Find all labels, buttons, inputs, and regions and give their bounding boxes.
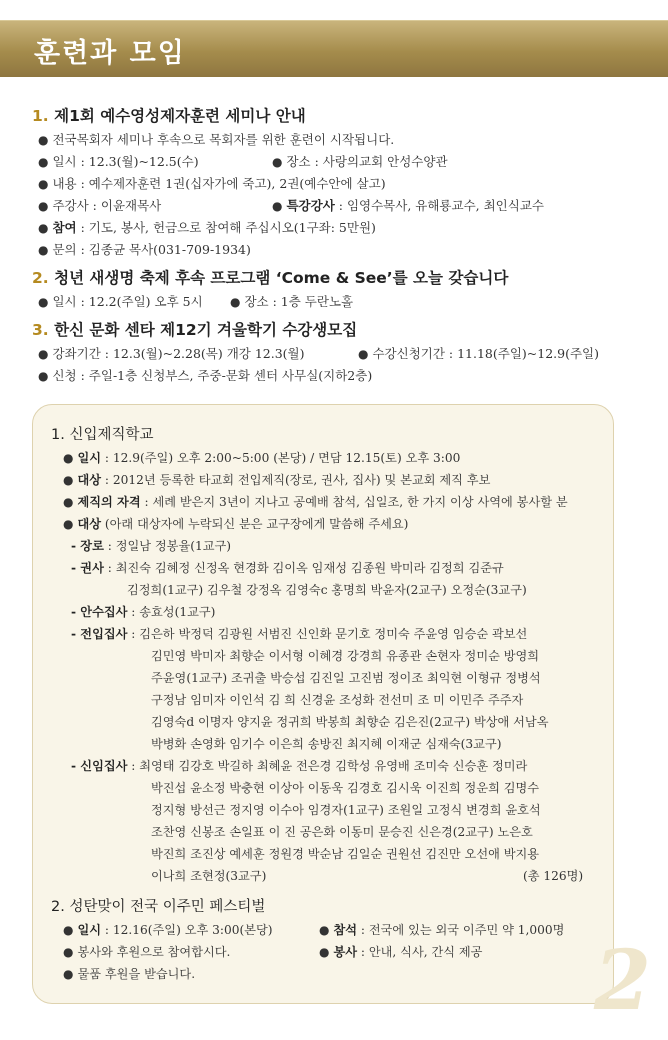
item1-jeonip-line2: 김민영 박미자 최향순 이서형 이혜경 강경희 유종관 손현자 정미순 방영희 [151, 649, 540, 663]
item1-note: ● 대상 (아래 대상자에 누락되신 분은 교구장에게 말씀해 주세요) [63, 517, 409, 531]
box-item2-title: 2. 성탄맞이 전국 이주민 페스티벌 [51, 899, 266, 915]
item1-total: (총 126명) [523, 869, 584, 883]
section3-line-period: ● 강좌기간 : 12.3(월)~2.28(목) 개강 12.3(월) [38, 346, 305, 361]
section3-title-text: 한신 문화 센타 제12기 겨울학기 수강생모집 [54, 321, 358, 339]
item1-sinim-line6: 이나희 조현정(3교구) [151, 869, 267, 883]
section2-line-date: ● 일시 : 12.2(주일) 오후 5시 [38, 294, 203, 309]
section1-line-content: ● 내용 : 예수제자훈련 1권(십자가에 죽고), 2권(예수안에 살고) [38, 176, 386, 191]
item1-jeonip: - 전입집사 : 김은하 박정덕 김광원 서범진 신인화 문기호 정미숙 주윤영 임승순 곽보선 [71, 627, 528, 641]
box-item1-title: 1. 신입제직학교 [51, 427, 154, 443]
item2-donation: ● 물품 후원을 받습니다. [63, 967, 196, 981]
info-box [32, 404, 614, 1004]
page-number: 2 [594, 933, 652, 1029]
item1-jeonip-line5: 김영숙d 이명자 양지윤 정귀희 박봉희 최향순 김은진(2교구) 박상애 서남옥 [151, 715, 549, 729]
page-title: 훈련과 모임 [34, 38, 186, 69]
item1-elder: - 장로 : 정일남 정봉율(1교구) [71, 539, 232, 553]
item1-sinim: - 신임집사 : 최영태 김강호 박길하 최혜윤 전은경 김학성 유영배 조미숙 신승훈 정미라 [71, 759, 528, 773]
section1-line-intro: ● 전국목회자 세미나 후속으로 목회자를 위한 훈련이 시작됩니다. [38, 132, 395, 147]
section1-line-special-speakers: ● 특강강사 : 임영수목사, 유해룡교수, 최인식교수 [272, 198, 544, 213]
item1-jeonip-line3: 주윤영(1교구) 조귀출 박승섭 김진일 고진범 정이조 최익현 이형규 정병석 [151, 671, 541, 685]
section3-title [32, 318, 357, 340]
section1-title [32, 104, 306, 126]
item1-kwonsa-cont: 김정희(1교구) 김우철 강정옥 김영숙c 홍명희 박윤자(2교구) 오정순(3교구) [127, 583, 527, 597]
item1-date: ● 일시 : 12.9(주일) 오후 2:00~5:00 (본당) / 면담 12.15(토) 오후 3:00 [63, 451, 461, 465]
item1-sinim-line3: 정지형 방선근 정지영 이수아 임경자(1교구) 조원일 고정식 변경희 윤호석 [151, 803, 541, 817]
item1-sinim-line2: 박진섭 윤소정 박충현 이상아 이동욱 김경호 김시욱 이진희 정운희 김명수 [151, 781, 540, 795]
section1-line-speaker: ● 주강사 : 이윤재목사 [38, 198, 162, 213]
section1-line-contact: ● 문의 : 김종균 목사(031-709-1934) [38, 242, 251, 257]
section2-number: 2. [32, 269, 49, 287]
item2-date: ● 일시 : 12.16(주일) 오후 3:00(본당) [63, 923, 273, 937]
section3-line-apply: ● 신청 : 주일-1층 신청부스, 주중-문화 센터 사무실(지하2층) [38, 368, 373, 383]
section1-line-date: ● 일시 : 12.3(월)~12.5(수) [38, 154, 199, 169]
item1-qualification: ● 제직의 자격 : 세례 받은지 3년이 지나고 공예배 참석, 십일조, 한 가지 이상 사역에 봉사할 분 [63, 495, 568, 509]
section3-number: 3. [32, 321, 49, 339]
section1-line-participation: ● 참여 : 기도, 봉사, 헌금으로 참여해 주십시오(1구좌: 5만원) [38, 220, 376, 235]
item1-jeonip-line6: 박병화 손영화 임기수 이은희 송방진 최지혜 이재군 심재숙(3교구) [151, 737, 502, 751]
item1-target: ● 대상 : 2012년 등록한 타교회 전입제직(장로, 권사, 집사) 및 본교회 제직 후보 [63, 473, 491, 487]
item2-participation: ● 봉사와 후원으로 참여합시다. [63, 945, 231, 959]
section1-title-text: 제1회 예수영성제자훈련 세미나 안내 [54, 107, 306, 125]
section1-line-place: ● 장소 : 사랑의교회 안성수양관 [272, 154, 448, 169]
item2-service: ● 봉사 : 안내, 식사, 간식 제공 [319, 945, 483, 959]
item1-sinim-line5: 박진희 조진상 예세훈 정원경 박순남 김일순 권원선 김진만 오선애 박지용 [151, 847, 540, 861]
header-banner [0, 20, 668, 77]
section1-number: 1. [32, 107, 49, 125]
item2-attend: ● 참석 : 전국에 있는 외국 이주민 약 1,000명 [319, 923, 565, 937]
item1-jeonip-line4: 구정남 임미자 이인석 김 희 신경윤 조성화 전선미 조 미 이민주 주주자 [151, 693, 524, 707]
item1-kwonsa: - 권사 : 최진숙 김혜정 신정옥 현경화 김이옥 임재성 김종원 박미라 김정희 김준규 [71, 561, 504, 575]
section3-line-registration: ● 수강신청기간 : 11.18(주일)~12.9(주일) [358, 346, 599, 361]
section2-title-text: 청년 새생명 축제 후속 프로그램 ‘Come & See’를 오늘 갖습니다 [54, 269, 509, 287]
section2-line-place: ● 장소 : 1층 두란노홀 [230, 294, 354, 309]
item1-sinim-line4: 조찬영 신봉조 손일표 이 진 공은화 이동미 문승진 신은경(2교구) 노은호 [151, 825, 533, 839]
item1-ansu: - 안수집사 : 송효성(1교구) [71, 605, 216, 619]
section2-title [32, 266, 508, 288]
